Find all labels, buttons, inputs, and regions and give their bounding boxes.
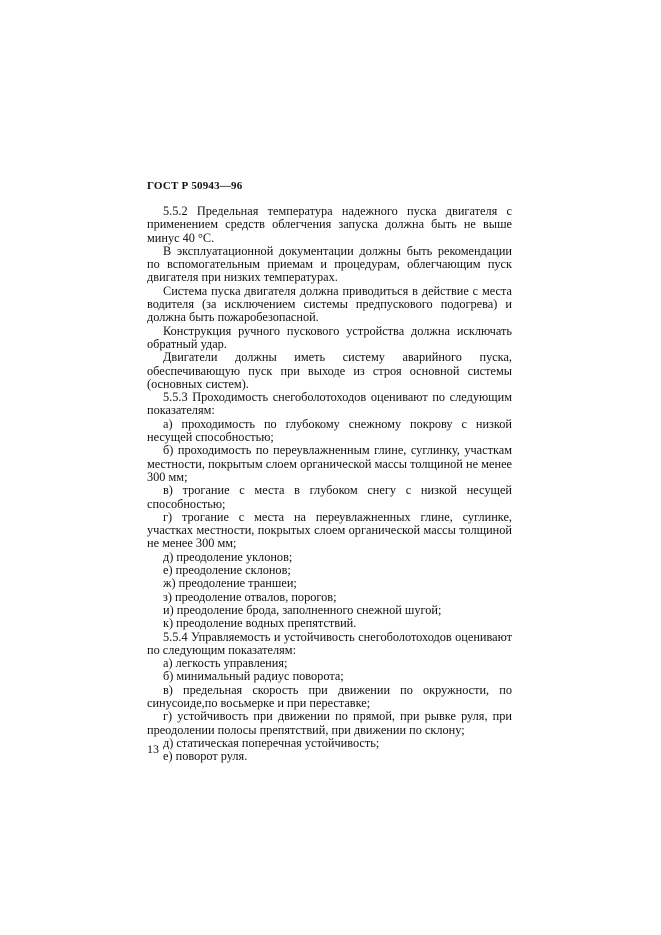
list-item: а) легкость управления; [163, 656, 288, 671]
document-body [147, 205, 512, 763]
list-item: д) преодоление уклонов; [163, 549, 293, 564]
list-item: в) предельная скорость при движении по окружности, по синусоиде,по восьмерке и при переставке; [147, 682, 512, 710]
document-header: ГОСТ Р 50943—96 [147, 180, 243, 192]
list-item: и) преодоление брода, заполненного снежной шугой; [163, 602, 442, 617]
list-item: б) минимальный радиус поворота; [163, 669, 344, 684]
paragraph: 5.5.4 Управляемость и устойчивость снегоболотоходов оценивают по следующим показателям: [147, 629, 512, 657]
list-item: в) трогание с места в глубоком снегу с низкой несущей способностью; [147, 483, 512, 511]
paragraph: Система пуска двигателя должна приводиться в действие с места водителя (за исключением системы предпускового подогрева) и должна быть пожаробезопасной. [147, 283, 512, 325]
paragraph: 5.5.2 Предельная температура надежного пуска двигателя с применением средств облегчения запуска должна быть не выше минус 40 °С. [147, 204, 512, 245]
list-item: б) проходимость по переувлажненным глине, суглинку, участкам местности, покрытым слоем органической массы толщиной не менее 300 мм; [147, 443, 512, 484]
list-item: з) преодоление отвалов, порогов; [163, 589, 337, 604]
list-item: е) поворот руля. [163, 749, 248, 764]
page-number: 13 [147, 742, 159, 756]
list-item: г) устойчивость при движении по прямой, при рывке руля, при преодолении полосы препятствий, при движении по склону; [147, 709, 512, 737]
paragraph: Двигатели должны иметь систему аварийного пуска, обеспечивающую пуск при выходе из строя основной системы (основных систем). [147, 350, 512, 391]
paragraph: В эксплуатационной документации должны быть рекомендации по вспомогательным приемам и процедурам, облегчающим пуск двигателя при низких температурах. [147, 243, 512, 285]
paragraph: Конструкция ручного пускового устройства должна исключать обратный удар. [147, 323, 512, 351]
list-item: г) трогание с места на переувлажненных глине, суглинке, участках местности, покрытых слоем органической массы толщиной не менее 300 мм; [147, 509, 512, 551]
list-item: ж) преодоление траншеи; [163, 576, 297, 591]
list-item: е) преодоление склонов; [163, 563, 291, 578]
list-item: а) проходимость по глубокому снежному покрову с низкой несущей способностью; [147, 416, 512, 445]
paragraph: 5.5.3 Проходимость снегоболотоходов оценивают по следующим показателям: [147, 390, 512, 418]
list-item: к) преодоление водных препятствий. [163, 616, 357, 631]
list-item: д) статическая поперечная устойчивость; [163, 735, 380, 750]
